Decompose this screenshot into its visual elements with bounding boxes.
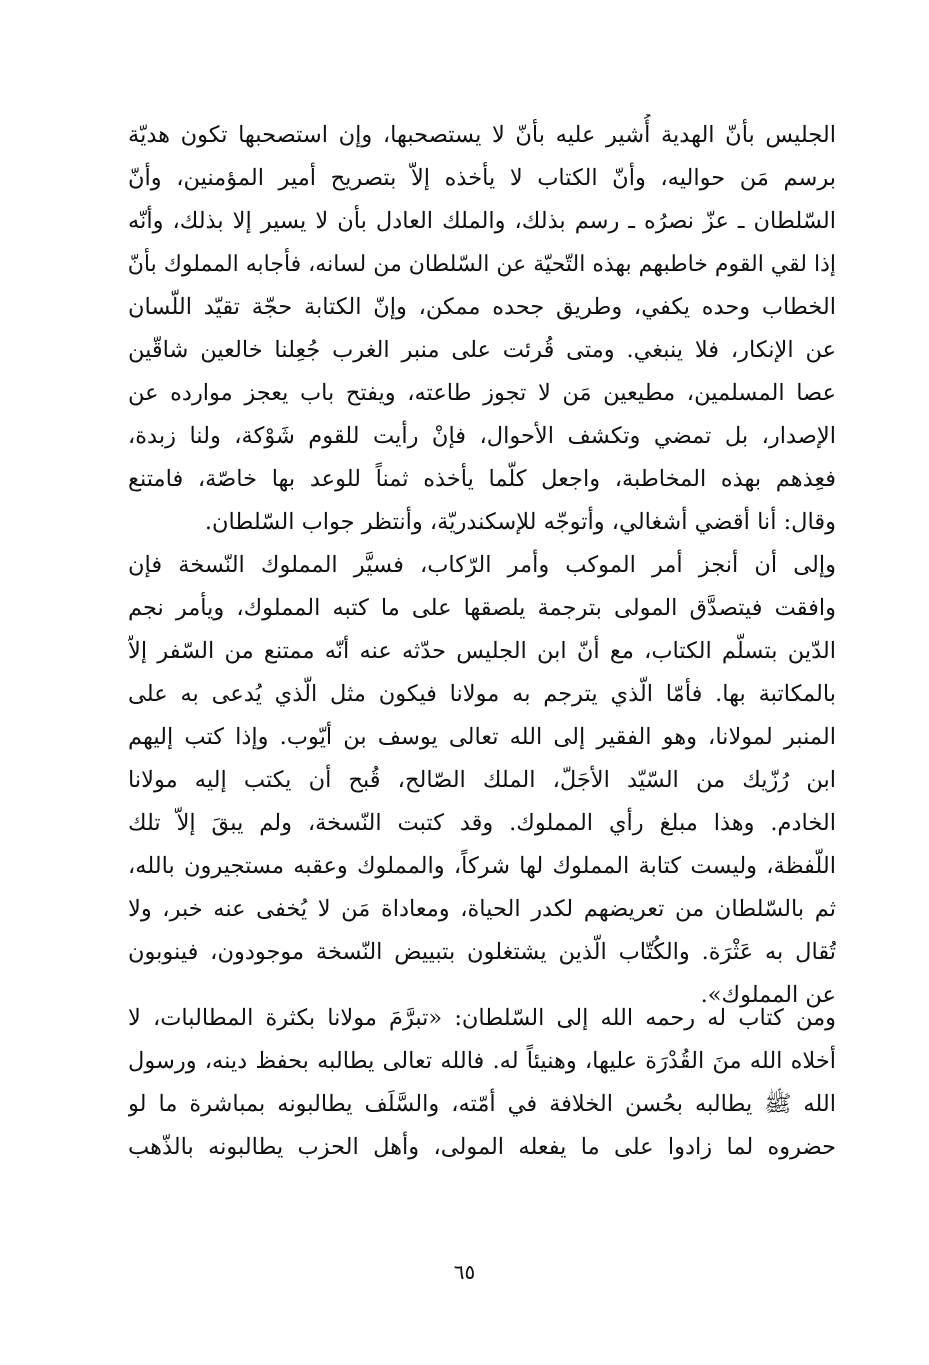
- text-line: وإلى أن أنجز أمر الموكب وأمر الرّكاب، فسيَّر المملوك ‌النّسخة فإن: [128, 552, 836, 578]
- text-line: ومن كتاب له رحمه الله إلى السّلطان: «تبرَّمَ مولانا بكثرة المطالبات، لا: [128, 1005, 836, 1031]
- text-line: الخطاب وحده يكفي، وطريق جحده ممكن، وإنّ الكتابة حجّة تقيّد اللّسان: [128, 294, 836, 320]
- paragraph-1: [128, 114, 836, 544]
- text-line: عصا المسلمين، مطيعين مَن لا تجوز طاعته، ويفتح باب يعجز موارده عن: [128, 380, 836, 406]
- text-line: عن المملوك».: [700, 982, 836, 1008]
- text-line: وقال: أنا أقضي أشغالي، وأتوجّه للإسكندريّة، وأنتظر جواب السّلطان.: [204, 509, 836, 535]
- text-line: برسم مَن حواليه، وأنّ الكتاب لا يأخذه إلاّ بتصريح أمير المؤمنين، وأنّ: [128, 165, 836, 191]
- paragraph-2: [128, 544, 836, 1017]
- page-number: ٦٥: [453, 1260, 476, 1284]
- text-line: الخادم. وهذا مبلغ رأي المملوك. وقد كتبت النّسخة، ولم يبقَ إلاّ تلك: [128, 810, 836, 836]
- text-line: ثم بالسّلطان من تعريضهم لكدر الحياة، ومعاداة مَن لا يُخفى عنه خبر، ولا: [128, 896, 836, 922]
- text-line: الجليس بأنّ الهدية أُشير عليه بأنّ لا يستصحبها، وإن استصحبها تكون هديّة: [128, 122, 836, 148]
- text-line: الله ﷺ يطالبه بحُسن الخلافة في أمّته، والسَّلَف يطالبونه بمباشرة ما لو: [128, 1091, 836, 1117]
- text-line: فعِذهم بهذه المخاطبة، واجعل كلّما يأخذه ثمناً للوعد بها خاصّة، فامتنع: [128, 466, 836, 492]
- text-line: السّلطان ـ عزّ نصرُه ـ رسم بذلك، والملك العادل بأن لا يسير إلا بذلك، وأنّه: [128, 208, 836, 234]
- text-line: اللّفظة، وليست كتابة المملوك لها شركاً، والمملوك وعقبه مستجيرون بالله،: [128, 853, 836, 879]
- text-line: عن الإنكار، فلا ينبغي. ومتى قُرئت على منبر الغرب جُعِلنا خالعين شاقّين: [128, 337, 836, 363]
- text-line: المنبر لمولانا، وهو الفقير إلى الله تعالى يوسف بن أيّوب. وإذا كتب إليهم: [128, 724, 836, 750]
- text-line: الإصدار، بل تمضي وتكشف الأحوال، فإنْ رأيت للقوم شَوْكة، ولنا زبدة،: [128, 423, 836, 449]
- text-line: حضروه لما زادوا على ما يفعله المولى، وأهل الحزب يطالبونه بالذّهب: [128, 1134, 836, 1160]
- text-line: تُقال به عَثْرَة. والكُتّاب الّذين يشتغلون بتبييض النّسخة موجودون، فينوبون: [128, 939, 836, 965]
- text-line: الدّين بتسلّم الكتاب، مع أنّ ابن الجليس حدّثه عنه أنّه ممتنع من السّفر إلاّ: [128, 638, 836, 664]
- text-line: إذا لقي القوم خاطبهم بهذه التّحيّة عن السّلطان من لسانه، فأجابه المملوك بأنّ: [128, 252, 836, 277]
- text-line: بالمكاتبة بها. فأمّا الّذي يترجم به مولانا فيكون مثل الّذي يُدعى به على: [128, 681, 836, 707]
- paragraph-3: [128, 997, 836, 1169]
- text-line: أخلاه الله منَ القُدْرَة عليها، وهنيئاً له. فالله تعالى يطالبه بحفظ دينه، ورسول: [128, 1048, 836, 1074]
- text-line: وافقت فيتصدَّق المولى بترجمة يلصقها على ما كتبه المملوك، ويأمر نجم: [128, 595, 836, 621]
- text-line: ابن رُزّيك من السّيّد الأجَلّ، الملك الصّالح، قُبح أن يكتب إليه مولانا: [128, 767, 836, 793]
